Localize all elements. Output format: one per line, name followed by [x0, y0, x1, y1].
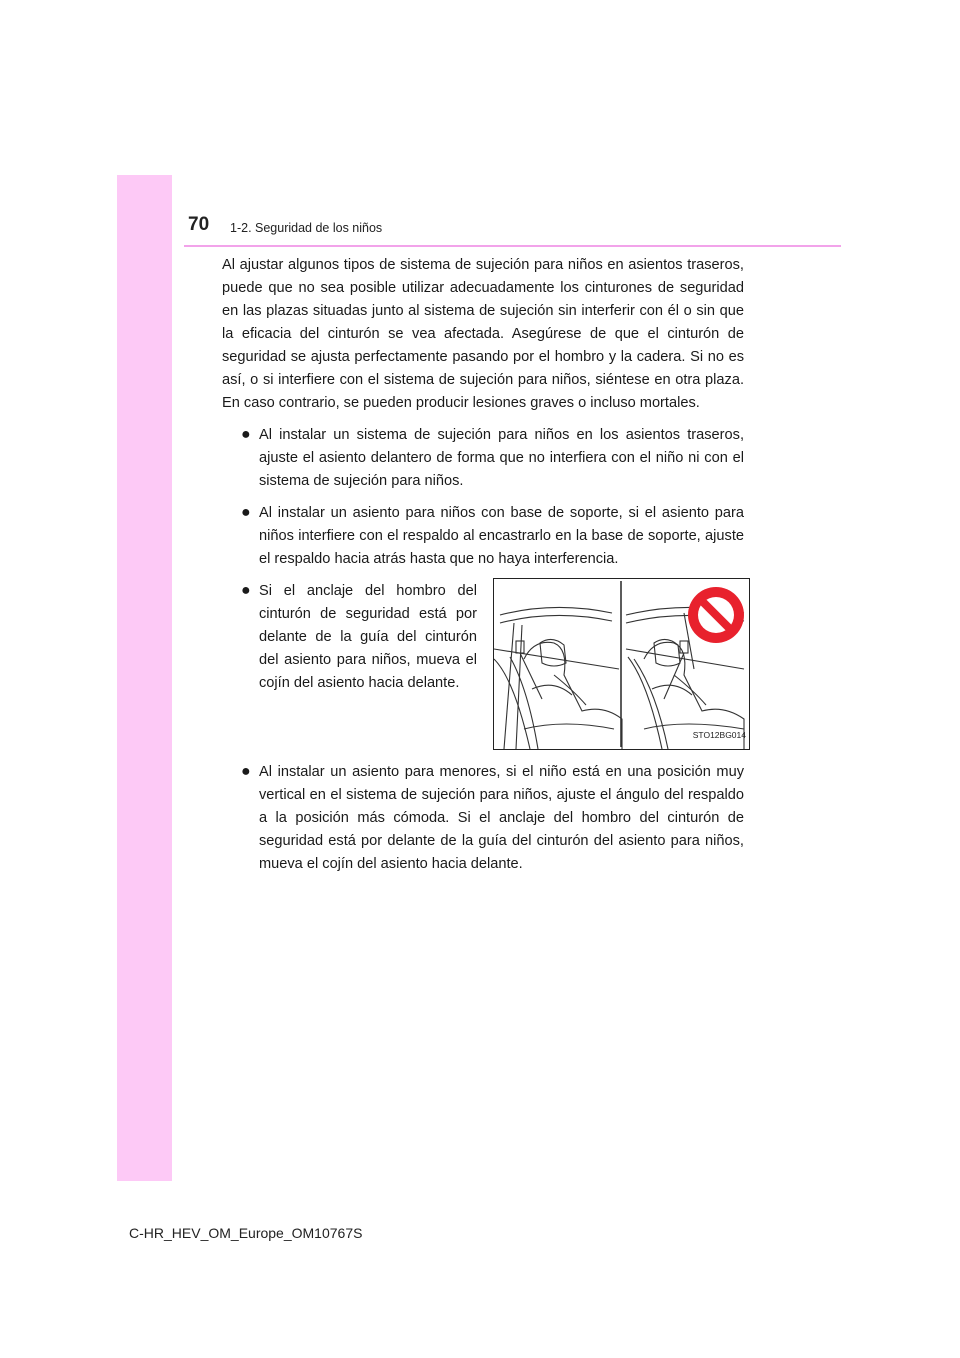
seat-belt-illustration: [493, 578, 750, 750]
bullet-icon: ●: [241, 582, 251, 599]
intro-paragraph: Al ajustar algunos tipos de sistema de sujeción para niños en asientos traseros, puede que no sea posible utilizar adecuadamente los cinturones de seguridad en las plazas situadas junto al sistema de sujeción sin interferir con él o sin que la eficacia del cinturón se vea afectada. Asegúrese de que el cinturón de seguridad se ajusta perfectamente pasando por el hombro y la cadera. Si no es así, o si interfiere con el sistema de sujeción para niños, siéntese en otra plaza. En caso contrario, se pueden producir lesiones graves o incluso mortales.: [222, 257, 744, 411]
page-number: 70: [188, 214, 210, 235]
figure-code: STO12BG014: [692, 730, 746, 740]
bullet-item: [222, 424, 744, 493]
footer-doc-id: C-HR_HEV_OM_Europe_OM10767S: [129, 1225, 363, 1241]
bullet-item: [222, 761, 744, 876]
bullet-item-with-figure: [222, 580, 744, 752]
page-content: [222, 254, 744, 876]
bullet-icon: ●: [241, 763, 251, 780]
bullet-text: Al instalar un sistema de sujeción para niños en los asientos traseros, ajuste el asiento delantero de forma que no interfiera con el niño ni con el sistema de sujeción para niños.: [259, 427, 744, 489]
bullet-item: [222, 502, 744, 571]
section-title: 1-2. Seguridad de los niños: [230, 221, 383, 235]
side-color-band: [117, 175, 172, 1181]
header-rule: [184, 245, 841, 247]
bullet-text: Al instalar un asiento para menores, si el niño está en una posición muy vertical en el sistema de sujeción para niños, ajuste el ángulo del respaldo a la posición más cómoda. Si el anclaje del hombro del cinturón de seguridad está por delante de la guía del cinturón del asiento para niños, mueva el cojín del asiento hacia delante.: [259, 764, 744, 872]
bullet-icon: ●: [241, 426, 251, 443]
bullet-text: Al instalar un asiento para niños con base de soporte, si el asiento para niños interfiere con el respaldo al encastrarlo en la base de soporte, ajuste el respaldo hacia atrás hasta que no haya interferencia.: [259, 505, 744, 567]
bullet-icon: ●: [241, 504, 251, 521]
bullet-text: Si el anclaje del hombro del cinturón de seguridad está por delante de la guía del cinturón del asiento para niños, mueva el cojín del asiento hacia delante.: [259, 583, 477, 691]
